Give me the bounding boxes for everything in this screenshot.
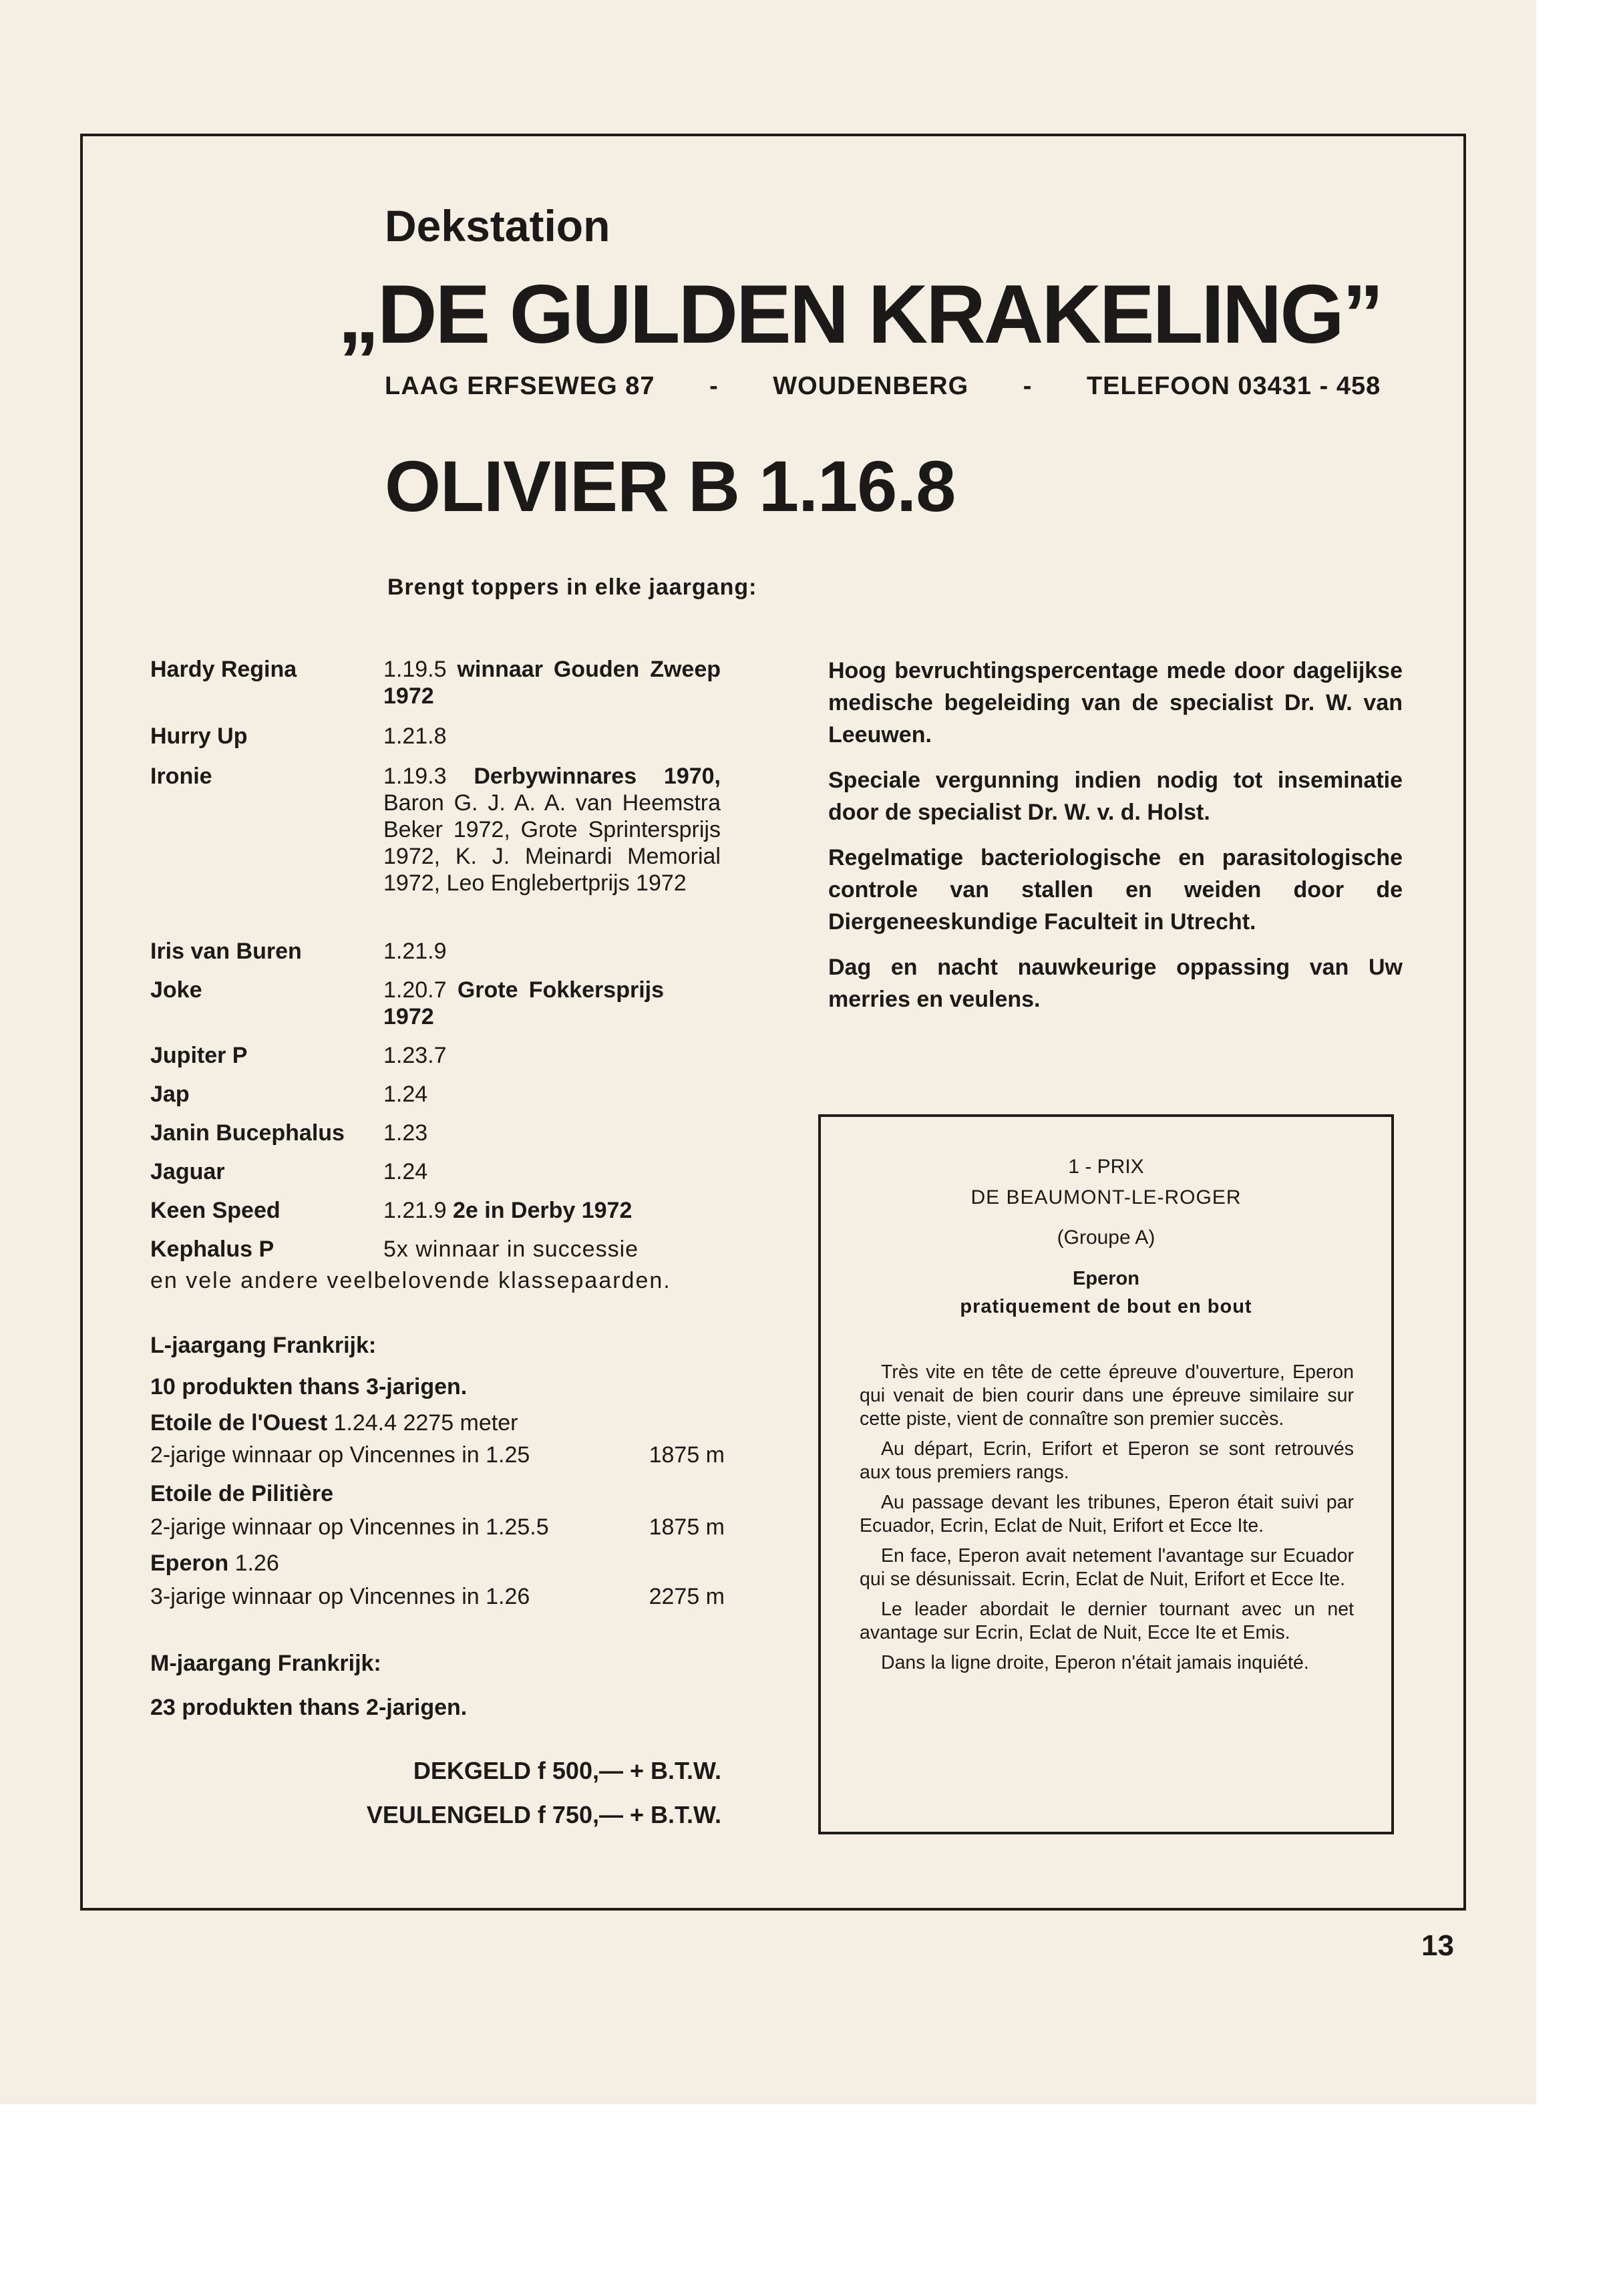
intro-text: Brengt toppers in elke jaargang:	[387, 575, 757, 600]
foal-fee: VEULENGELD f 750,— + B.T.W.	[366, 1801, 721, 1828]
kicker-heading: Dekstation	[385, 201, 610, 251]
result-line	[150, 1550, 725, 1577]
address-line	[385, 372, 1381, 401]
horse-record: 1.23.7	[383, 1043, 447, 1068]
horse-note: winnaar Gouden Zweep 1972	[383, 657, 721, 709]
horse-note: 2e in Derby 1972	[452, 1198, 633, 1223]
horse-name: Eperon	[150, 1550, 229, 1576]
town: WOUDENBERG	[773, 372, 969, 400]
win-text: 2-jarige winnaar op Vincennes in 1.25.5	[150, 1514, 549, 1540]
service-paragraph: Dag en nacht nauwkeurige oppassing van Uw merries en veulens.	[828, 955, 1403, 1012]
horse-name: Keen Speed	[150, 1198, 281, 1223]
product-count: 10 produkten thans 3-jarigen.	[150, 1374, 468, 1400]
service-paragraph: Speciale vergunning indien nodig tot inseminatie door de specialist Dr. W. v. d. Holst.	[828, 768, 1403, 825]
horse-name: Iris van Buren	[150, 939, 302, 964]
stud-title: „DE GULDEN KRAKELING”	[338, 269, 1382, 361]
section-heading: L-jaargang Frankrijk:	[150, 1333, 377, 1358]
horse-record: 1.26	[234, 1550, 279, 1576]
horse-name: Hurry Up	[150, 723, 248, 749]
win-text: 3-jarige winnaar op Vincennes in 1.26	[150, 1584, 530, 1609]
report-paragraph: Dans la ligne droite, Eperon n'était jamais inquiété.	[881, 1652, 1309, 1673]
win-text: 2-jarige winnaar op Vincennes in 1.25	[150, 1442, 530, 1468]
section-heading: M-jaargang Frankrijk:	[150, 1651, 381, 1676]
product-count: 23 produkten thans 2-jarigen.	[150, 1695, 468, 1720]
distance: 2275 m	[649, 1584, 725, 1609]
report-body	[860, 1361, 1354, 1681]
horse-record: 1.19.3	[383, 764, 447, 789]
street-address: LAAG ERFSEWEG 87	[385, 372, 655, 400]
service-paragraph: Regelmatige bacteriologische en parasitologische controle van stallen en weiden door de Diergeneeskundige Faculteit in Utrecht.	[828, 845, 1403, 935]
horse-note: Derbywinnares 1970,	[474, 764, 721, 789]
distance: 1875 m	[649, 1514, 725, 1540]
page-number: 13	[1421, 1929, 1454, 1962]
horse-name: Ironie	[150, 764, 212, 789]
result-line	[150, 1584, 725, 1610]
race-name: DE BEAUMONT-LE-ROGER	[970, 1186, 1242, 1208]
race-group: (Groupe A)	[1057, 1226, 1155, 1249]
phone-number: TELEFOON 03431 - 458	[1086, 372, 1381, 400]
race-number: 1 - PRIX	[1068, 1156, 1144, 1178]
horse-record: 1.21.8	[383, 723, 447, 749]
horse-name: Janin Bucephalus	[150, 1120, 345, 1146]
services-text	[828, 655, 1403, 1029]
horse-record: 1.24	[383, 1082, 428, 1107]
horse-name: Jupiter P	[150, 1043, 248, 1068]
report-paragraph: Au passage devant les tribunes, Eperon était suivi par Ecuador, Ecrin, Eclat de Nuit, Erifort et Ecce Ite.	[860, 1492, 1354, 1536]
more-horses-text: en vele andere veelbelovende klassepaarden.	[150, 1268, 671, 1293]
horse-name: Hardy Regina	[150, 657, 297, 682]
separator: -	[1023, 372, 1033, 400]
horse-name: Etoile de l'Ouest	[150, 1410, 328, 1436]
horse-note-detail: Baron G. J. A. A. van Heemstra Beker 1972, Grote Sprintersprijs 1972, K. J. Meinardi Memorial 1972, Leo Englebertprijs 1972	[383, 790, 721, 896]
race-report-clipping	[818, 1114, 1394, 1834]
report-headline: pratiquement de bout en bout	[960, 1296, 1252, 1317]
horse-record: 1.24.4 2275 meter	[333, 1410, 518, 1436]
horse-record: 1.21.9	[383, 1198, 447, 1223]
horse-note: Grote Fokkersprijs 1972	[383, 977, 664, 1029]
horse-record: 1.24	[383, 1159, 428, 1184]
horse-name: Etoile de Pilitière	[150, 1481, 333, 1506]
winner-name: Eperon	[1073, 1268, 1139, 1289]
result-line	[150, 1514, 725, 1540]
horse-record: 5x winnaar in successie	[383, 1237, 639, 1262]
stallion-name: OLIVIER B 1.16.8	[385, 446, 956, 526]
horse-name: Joke	[150, 977, 202, 1003]
distance: 1875 m	[649, 1442, 725, 1468]
horse-record: 1.23	[383, 1120, 428, 1146]
horse-name: Jaguar	[150, 1159, 225, 1184]
separator: -	[709, 372, 719, 400]
result-line	[150, 1410, 725, 1436]
horse-record: 1.21.9	[383, 939, 447, 964]
horse-record: 1.20.7	[383, 977, 447, 1003]
stud-fee: DEKGELD f 500,— + B.T.W.	[413, 1757, 721, 1784]
fees-block	[294, 1757, 721, 1845]
report-paragraph: Très vite en tête de cette épreuve d'ouverture, Eperon qui venait de bien courir dans une épreuve similaire sur cette piste, vient de connaître son premier succès.	[860, 1361, 1354, 1430]
service-paragraph: Hoog bevruchtingspercentage mede door dagelijkse medische begeleiding van de specialist Dr. W. van Leeuwen.	[828, 658, 1403, 748]
horse-record: 1.19.5	[383, 657, 447, 682]
horse-name: Jap	[150, 1082, 190, 1107]
report-paragraph: Au départ, Ecrin, Erifort et Eperon se sont retrouvés aux tous premiers rangs.	[860, 1438, 1354, 1483]
horse-name: Kephalus P	[150, 1237, 275, 1262]
report-paragraph: En face, Eperon avait netement l'avantage sur Ecuador qui se désunissait. Ecrin, Eclat de Nuit, Erifort et Ecce Ite.	[860, 1545, 1354, 1590]
report-paragraph: Le leader abordait le dernier tournant avec un net avantage sur Ecrin, Eclat de Nuit, Ecce Ite et Emis.	[860, 1599, 1354, 1643]
result-line	[150, 1442, 725, 1468]
